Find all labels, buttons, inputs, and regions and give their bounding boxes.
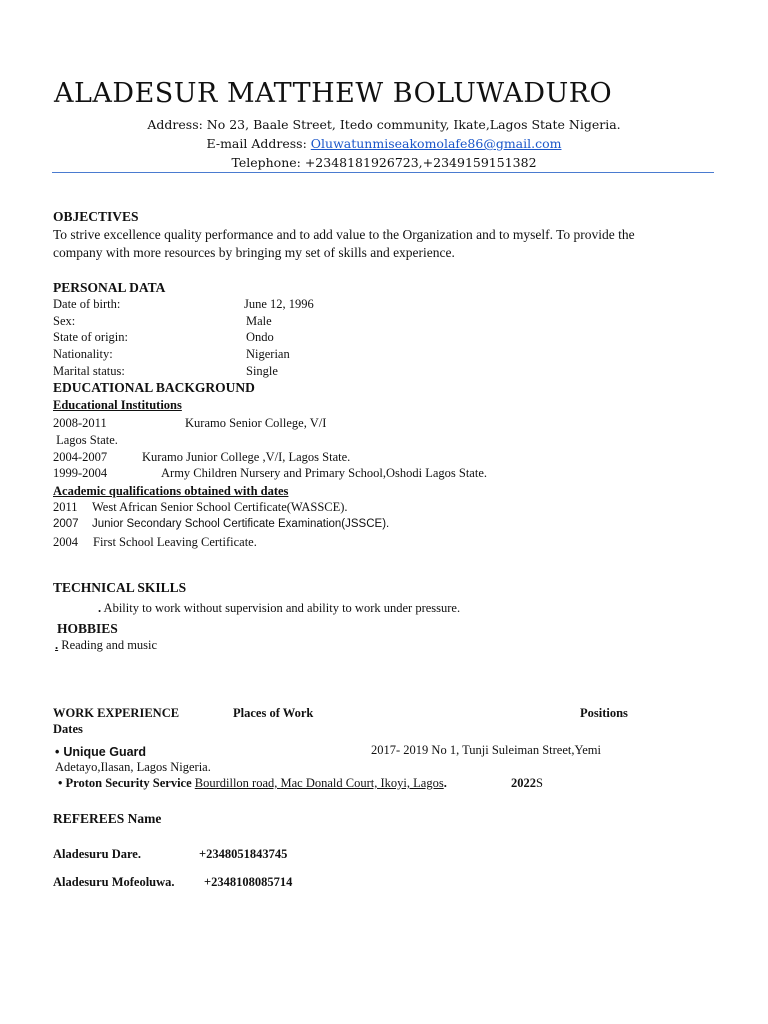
personal-data-heading: PERSONAL DATA [53,280,166,295]
qualification-text: Junior Secondary School Certificate Examination(JSSCE). [92,518,390,530]
education-heading: EDUCATIONAL BACKGROUND [53,380,255,395]
bullet: . [98,601,102,615]
bullet: . [55,638,59,652]
personal-label: Nationality: [53,347,113,361]
email-label: E-mail Address: [206,136,311,151]
personal-value: Ondo [246,330,274,344]
institution-years: 2004-2007 [53,450,108,464]
institutions-heading: Educational Institutions [53,398,182,412]
qualification-year: 2007 [53,518,79,530]
hobbies-item [55,638,157,653]
technical-skills-heading: TECHNICAL SKILLS [53,580,187,595]
objectives-line-1: To strive excellence quality performance and to add value to the Organization and to myself. To provide the [53,227,635,242]
referee-phone: +2348108085714 [204,875,293,889]
referee-phone: +2348051843745 [199,847,288,861]
institution-years: 1999-2004 [53,466,108,480]
qualifications-heading: Academic qualifications obtained with dates [53,484,289,498]
job-1-name: Unique Guard [63,745,147,759]
hobbies-item-text: Reading and music [58,638,158,652]
job-2-place: Bourdillon road, Mac Donald Court, Ikoyi, Lagos [194,776,444,790]
institution-school: Kuramo Senior College, V/I [185,416,327,430]
referee-name: Aladesuru Mofeoluwa. [53,875,175,889]
referees-heading: REFEREES Name [53,811,162,826]
email-link[interactable]: Oluwatunmiseakomolafe86@gmail.com [310,136,562,151]
personal-label: Marital status: [53,364,125,378]
job-2-name: Proton Security Service [65,776,192,790]
skills-item [98,601,460,616]
job-2-suffix: S [536,776,543,790]
referee-name: Aladesuru Dare. [53,847,141,861]
qualification-text: First School Leaving Certificate. [93,535,257,549]
institution-years: 2008-2011 [53,416,107,430]
work-experience-heading: WORK EXPERIENCE [53,706,180,720]
job-2 [58,776,447,791]
bullet-icon: • [58,776,63,790]
email-line [0,136,768,151]
job-2-year: 2022 [511,776,536,790]
job-2-dot: . [443,776,447,790]
job-1 [55,743,146,761]
work-col-places: Places of Work [233,706,314,720]
institution-school: Kuramo Junior College ,V/I, Lagos State. [142,450,351,464]
bullet-icon: • [55,745,60,759]
personal-value: Single [246,364,278,378]
work-col-dates: Dates [53,722,83,736]
resume-name: ALADESUR MATTHEW BOLUWADURO [54,78,613,109]
personal-label: State of origin: [53,330,128,344]
qualification-year: 2004 [53,535,78,549]
address-line: Address: No 23, Baale Street, Itedo community, Ikate,Lagos State Nigeria. [147,117,621,132]
institution-school-cont: Lagos State. [53,433,118,447]
hobbies-heading: HOBBIES [57,621,118,636]
telephone-line: Telephone: +2348181926723,+2349159151382 [231,155,537,170]
job-1-details: 2017- 2019 No 1, Tunji Suleiman Street,Yemi [371,743,601,757]
personal-value: Nigerian [246,347,290,361]
objectives-line-2: company with more resources by bringing my set of skills and experience. [53,245,455,260]
qualification-text: West African Senior School Certificate(WASSCE). [92,500,348,514]
objectives-heading: OBJECTIVES [53,209,139,224]
personal-label: Sex: [53,314,76,328]
skills-item-text: Ability to work without supervision and ability to work under pressure. [101,601,461,615]
qualification-year: 2011 [53,500,78,514]
personal-value: June 12, 1996 [244,297,314,311]
job-1-details-cont: Adetayo,Ilasan, Lagos Nigeria. [55,760,211,774]
personal-label: Date of birth: [53,297,121,311]
job-2-date [511,776,543,791]
header-divider [52,172,714,173]
work-col-positions: Positions [580,706,628,720]
institution-school: Army Children Nursery and Primary School,Oshodi Lagos State. [161,466,487,480]
personal-value: Male [246,314,272,328]
